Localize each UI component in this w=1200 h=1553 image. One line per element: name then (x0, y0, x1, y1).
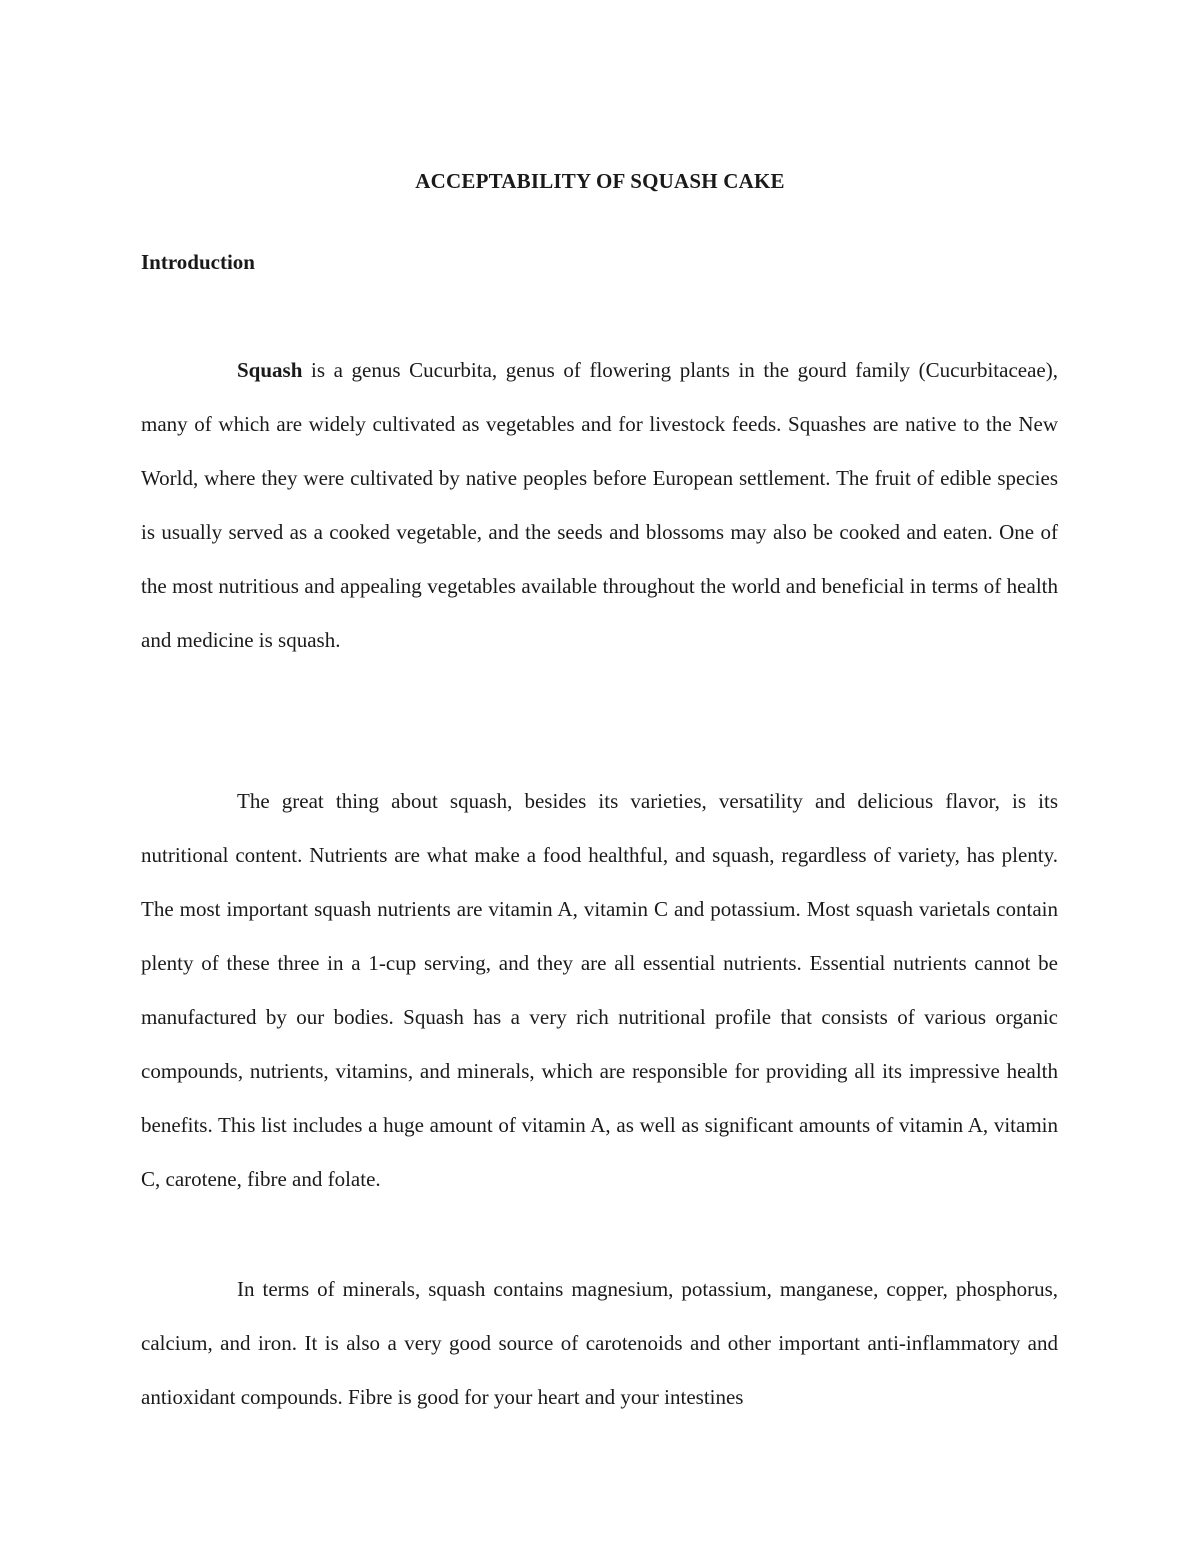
paragraph-1-lead-term: Squash (237, 358, 303, 382)
section-heading: Introduction (141, 250, 255, 274)
paragraph-2 (141, 774, 1058, 1206)
paragraph-1-text: is a genus Cucurbita, genus of flowering plants in the gourd family (Cucurbitaceae), many of which are widely cultivated as vegetables and for livestock feeds. Squashes are native to the New World, where they were cultivated by native peoples before European settlement. The fruit of edible species is usually served as a cooked vegetable, and the seeds and blossoms may also be cooked and eaten. One of the most nutritious and appealing vegetables available throughout the world and beneficial in terms of health and medicine is squash. (141, 358, 1058, 652)
paragraph-2-text: The great thing about squash, besides its varieties, versatility and delicious flavor, is its nutritional content. Nutrients are what make a food healthful, and squash, regardless of variety, has plenty. The most important squash nutrients are vitamin A, vitamin C and potassium. Most squash varietals contain plenty of these three in a 1-cup serving, and they are all essential nutrients. Essential nutrients cannot be manufactured by our bodies. Squash has a very rich nutritional profile that consists of various organic compounds, nutrients, vitamins, and minerals, which are responsible for providing all its impressive health benefits. This list includes a huge amount of vitamin A, as well as significant amounts of vitamin A, vitamin C, carotene, fibre and folate. (141, 789, 1058, 1191)
paragraph-3 (141, 1262, 1058, 1424)
paragraph-3-text: In terms of minerals, squash contains magnesium, potassium, manganese, copper, phosphorus, calcium, and iron. It is also a very good source of carotenoids and other important anti-inflammatory and antioxidant compounds. Fibre is good for your heart and your intestines (141, 1277, 1058, 1409)
paragraph-1 (141, 343, 1058, 667)
document-title: ACCEPTABILITY OF SQUASH CAKE (415, 169, 785, 193)
